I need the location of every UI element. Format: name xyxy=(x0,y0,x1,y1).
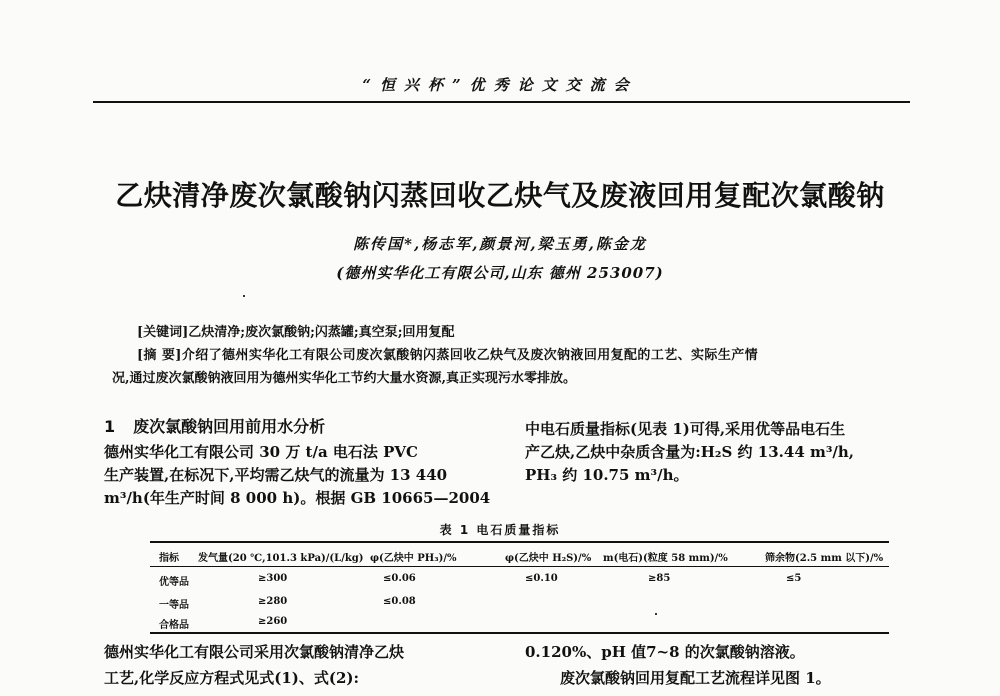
table-header-rule xyxy=(150,566,889,567)
keywords: [关键词]乙炔清净;废次氯酸钠;闪蒸罐;真空泵;回用复配 xyxy=(137,325,455,340)
table-caption: 表 1 电石质量指标 xyxy=(439,523,561,537)
table-bottom-rule xyxy=(150,632,889,634)
body-line: 0.120%、pH 值7~8 的次氯酸钠溶液。 xyxy=(525,643,805,661)
body-line: 中电石质量指标(见表 1)可得,采用优等品电石生 xyxy=(525,420,846,438)
author-list: 陈传国*,杨志军,颜景河,梁玉勇,陈金龙 xyxy=(353,235,647,253)
table-header-cell: 筛余物(2.5 mm 以下)/% xyxy=(765,553,884,564)
table-top-rule xyxy=(150,541,889,543)
abstract-line-1: [摘 要]介绍了德州实华化工有限公司废次氯酸钠闪蒸回收乙炔气及废次钠液回用复配的工艺、实际生产情 xyxy=(137,348,759,363)
paper-title: 乙炔清净废次氯酸钠闪蒸回收乙炔气及废液回用复配次氯酸钠 xyxy=(115,179,885,212)
body-line: 废次氯酸钠回用复配工艺流程详见图 1。 xyxy=(560,669,831,687)
table-header-cell: φ(乙炔中 H₂S)/% xyxy=(505,553,592,564)
table-cell: 一等品 xyxy=(159,600,189,611)
header-rule xyxy=(93,101,910,103)
table-cell: 优等品 xyxy=(159,577,189,588)
body-line: PH₃ 约 10.75 m³/h。 xyxy=(525,466,689,484)
body-line: 德州实华化工有限公司采用次氯酸钠清净乙炔 xyxy=(104,643,405,661)
table-cell: ≤0.06 xyxy=(383,573,416,584)
journal-header: “恒兴杯”优秀论文交流会 xyxy=(362,76,638,94)
table-cell: ≥260 xyxy=(258,616,288,627)
body-line: 德州实华化工有限公司 30 万 t/a 电石法 PVC xyxy=(104,443,418,461)
table-cell: ≥300 xyxy=(258,573,288,584)
body-line: 产乙炔,乙炔中杂质含量为:H₂S 约 13.44 m³/h, xyxy=(525,443,855,461)
table-cell: ≤0.08 xyxy=(383,596,416,607)
table-cell: ≥85 xyxy=(648,573,671,584)
table-cell: ≤5 xyxy=(786,573,802,584)
section-heading xyxy=(104,414,325,437)
table-cell: ≥280 xyxy=(258,596,288,607)
table-header-cell: 发气量(20 ℃,101.3 kPa)/(L/kg) xyxy=(198,553,364,564)
table-header-cell: 指标 xyxy=(159,553,179,564)
body-line: 生产装置,在标况下,平均需乙炔气的流量为 13 440 xyxy=(104,466,448,484)
table-header-cell: m(电石)(粒度 58 mm)/% xyxy=(603,553,728,564)
table-header-cell: φ(乙炔中 PH₃)/% xyxy=(370,553,457,564)
section-number: 1 xyxy=(104,417,116,436)
body-line: 工艺,化学反应方程式见式(1)、式(2): xyxy=(104,669,360,687)
section-title: 废次氯酸钠回用前用水分析 xyxy=(133,417,326,436)
speck xyxy=(243,295,245,297)
body-line: m³/h(年生产时间 8 000 h)。根据 GB 10665—2004 xyxy=(104,489,491,507)
table-cell: ≤0.10 xyxy=(525,573,558,584)
affiliation: (德州实华化工有限公司,山东 德州 253007) xyxy=(336,264,664,282)
abstract-line-2: 况,通过废次氯酸钠液回用为德州实华化工节约大量水资源,真正实现污水零排放。 xyxy=(112,371,577,386)
speck xyxy=(655,613,657,615)
table-cell: 合格品 xyxy=(159,620,189,631)
